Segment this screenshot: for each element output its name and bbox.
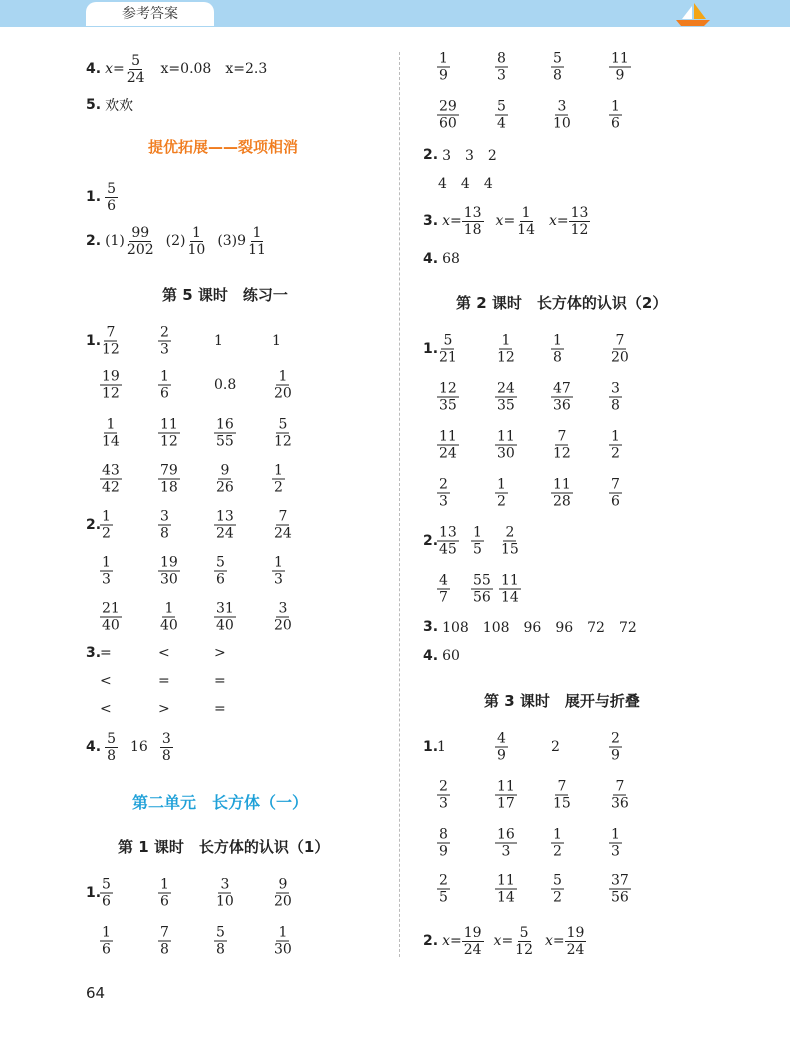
fraction: $\frac{37}{56}$ xyxy=(611,872,629,906)
fraction: $\frac{13}{24}$ xyxy=(216,508,234,542)
fraction: $\frac{5}{21}$ xyxy=(439,332,457,366)
fraction: $\frac{2}{3}$ xyxy=(439,476,448,510)
right-q2: 2. 3 3 2 xyxy=(423,147,497,164)
answer-row xyxy=(423,332,743,366)
column-divider xyxy=(399,52,400,957)
right-q4: 4. 68 xyxy=(423,251,460,267)
fraction: $\frac{11}{12}$ xyxy=(160,416,178,450)
answer-row xyxy=(423,826,743,860)
fraction: $\frac{9}{26}$ xyxy=(216,462,234,496)
fraction: $\frac{1}{14}$ xyxy=(102,416,120,450)
fraction: $\frac{2}{15}$ xyxy=(501,524,519,558)
answer-row xyxy=(86,462,406,496)
answer-value: = xyxy=(214,673,226,689)
fraction: $\frac{5}{24}$ xyxy=(126,52,145,86)
fraction: $\frac{3}{8}$ xyxy=(611,380,620,414)
question-number: 2. xyxy=(86,517,102,533)
fraction: $\frac{7}{15}$ xyxy=(553,778,571,812)
fraction: $\frac{3}{20}$ xyxy=(274,600,292,634)
answer-value: < xyxy=(100,701,112,717)
fraction: $\frac{1}{2}$ xyxy=(497,476,506,510)
fraction: $\frac{5}{12}$ xyxy=(274,416,292,450)
fraction: $\frac{31}{40}$ xyxy=(216,600,234,634)
fraction: $\frac{16}{3}$ xyxy=(497,826,515,860)
fraction: $\frac{29}{60}$ xyxy=(439,98,457,132)
answer-value: 2 xyxy=(551,739,560,755)
answer-row xyxy=(423,380,743,414)
answer-row xyxy=(86,324,406,358)
answer-row xyxy=(423,572,743,606)
fraction: $\frac{24}{35}$ xyxy=(497,380,515,414)
fraction: $\frac{1}{2}$ xyxy=(611,428,620,462)
fraction: $\frac{1}{20}$ xyxy=(274,368,292,402)
fraction: $\frac{7}{20}$ xyxy=(611,332,629,366)
answer-value: = xyxy=(158,673,170,689)
section-title-extension: 提优拓展——裂项相消 xyxy=(148,138,299,156)
question-number: 3. xyxy=(86,645,102,661)
fraction: $\frac{2}{9}$ xyxy=(611,730,620,764)
fraction: $\frac{1}{9}$ xyxy=(439,50,448,84)
fraction: $\frac{1}{12}$ xyxy=(497,332,515,366)
fraction: $\frac{13}{45}$ xyxy=(439,524,457,558)
fraction: $\frac{19}{12}$ xyxy=(102,368,120,402)
question-number: 1. xyxy=(423,739,439,755)
fraction: $\frac{2}{3}$ xyxy=(439,778,448,812)
fraction: $\frac{1}{8}$ xyxy=(553,332,562,366)
fraction: $\frac{1}{3}$ xyxy=(274,554,283,588)
answer-row xyxy=(86,554,406,588)
answer-key-tab: 参考答案 xyxy=(86,2,214,26)
answer-row xyxy=(423,50,743,84)
fraction: $\frac{7}{12}$ xyxy=(102,324,120,358)
fraction: $\frac{12}{35}$ xyxy=(439,380,457,414)
fraction: $\frac{1}{3}$ xyxy=(102,554,111,588)
fraction: $\frac{1}{6}$ xyxy=(611,98,620,132)
fraction: $\frac{79}{18}$ xyxy=(160,462,178,496)
fraction: $\frac{1}{40}$ xyxy=(160,600,178,634)
question-number: 1. xyxy=(86,885,102,901)
answer-row xyxy=(86,416,406,450)
answer-value: < xyxy=(158,645,170,661)
fraction: $\frac{16}{55}$ xyxy=(216,416,234,450)
question-number: 1. xyxy=(423,341,439,357)
answer-value: 1 xyxy=(272,333,281,349)
lesson-2-title: 第 2 课时 长方体的认识（2） xyxy=(456,294,668,312)
fraction: $\frac{8}{3}$ xyxy=(497,50,506,84)
page-number: 64 xyxy=(86,984,106,1002)
fraction: $\frac{3}{8}$ xyxy=(160,508,169,542)
extension-q1: 1. $\frac{5}{6}$ xyxy=(86,180,116,214)
fraction: $\frac{1}{6}$ xyxy=(160,876,169,910)
answer-row xyxy=(423,730,743,764)
fraction: $\frac{43}{42}$ xyxy=(102,462,120,496)
fraction: $\frac{9}{20}$ xyxy=(274,876,292,910)
fraction: $\frac{2}{5}$ xyxy=(439,872,448,906)
lesson-1-title: 第 1 课时 长方体的认识（1） xyxy=(118,838,330,856)
answer-row xyxy=(423,872,743,906)
fraction: $\frac{1}{6}$ xyxy=(102,924,111,958)
fraction: $\frac{19}{30}$ xyxy=(160,554,178,588)
fraction: $\frac{4}{7}$ xyxy=(439,572,448,606)
fraction: $\frac{7}{24}$ xyxy=(274,508,292,542)
fraction: $\frac{5}{8}$ xyxy=(216,924,225,958)
fraction: $\frac{5}{6}$ xyxy=(102,876,111,910)
fraction: $\frac{5}{4}$ xyxy=(497,98,506,132)
lesson-2-q3: 3. 108 108 96 96 72 72 xyxy=(423,619,637,636)
answer-value: = xyxy=(214,701,226,717)
answer-value: 1 xyxy=(214,333,223,349)
fraction: $\frac{1}{2}$ xyxy=(553,826,562,860)
fraction: $\frac{1}{5}$ xyxy=(473,524,482,558)
lesson-3-title: 第 3 课时 展开与折叠 xyxy=(484,692,640,710)
lesson-5-title: 第 5 课时 练习一 xyxy=(162,286,288,304)
right-q3: 3. x = $\frac{13}{18}$ x = $\frac{1}{14}$ x = $\frac{13}{12}$ xyxy=(423,204,589,238)
fraction: $\frac{7}{6}$ xyxy=(611,476,620,510)
lesson-5-q4: 4. $\frac{5}{8}$ 16 $\frac{3}{8}$ xyxy=(86,730,171,764)
answer-row xyxy=(423,778,743,812)
fraction: $\frac{1}{30}$ xyxy=(274,924,292,958)
fraction: $\frac{3}{10}$ xyxy=(216,876,234,910)
unit-2-title: 第二单元 长方体（一） xyxy=(132,793,309,812)
answer-row xyxy=(86,692,406,726)
question-number: 2. xyxy=(423,533,439,549)
sailboat-icon xyxy=(670,1,714,27)
answer-value: = xyxy=(100,645,112,661)
left-q4: 4. x = $\frac{5}{24}$ x=0.08 x=2.3 xyxy=(86,52,268,86)
answer-row xyxy=(86,600,406,634)
fraction: $\frac{3}{10}$ xyxy=(553,98,571,132)
fraction: $\frac{7}{12}$ xyxy=(553,428,571,462)
fraction: $\frac{11}{14}$ xyxy=(497,872,515,906)
answer-value: > xyxy=(214,645,226,661)
fraction: $\frac{5}{6}$ xyxy=(216,554,225,588)
lesson-3-q2: 2. x = $\frac{19}{24}$ x = $\frac{5}{12}$ x = $\frac{19}{24}$ xyxy=(423,924,585,958)
answer-row xyxy=(86,924,406,958)
fraction: $\frac{7}{8}$ xyxy=(160,924,169,958)
fraction: $\frac{11}{24}$ xyxy=(439,428,457,462)
answer-row xyxy=(86,508,406,542)
answer-value: > xyxy=(158,701,170,717)
answer-row xyxy=(423,476,743,510)
fraction: $\frac{4}{9}$ xyxy=(497,730,506,764)
answer-row xyxy=(423,98,743,132)
answer-row xyxy=(423,428,743,462)
fraction: $\frac{55}{56}$ xyxy=(473,572,491,606)
fraction: $\frac{11}{17}$ xyxy=(497,778,515,812)
fraction: $\frac{5}{8}$ xyxy=(553,50,562,84)
fraction: $\frac{47}{36}$ xyxy=(553,380,571,414)
fraction: $\frac{11}{14}$ xyxy=(501,572,519,606)
answer-row xyxy=(86,368,406,402)
fraction: $\frac{11}{9}$ xyxy=(611,50,629,84)
question-number: 1. xyxy=(86,333,102,349)
fraction: $\frac{5}{2}$ xyxy=(553,872,562,906)
fraction: $\frac{2}{3}$ xyxy=(160,324,169,358)
left-q5: 5. 欢欢 xyxy=(86,97,134,114)
fraction: $\frac{1}{2}$ xyxy=(102,508,111,542)
answer-row xyxy=(86,876,406,910)
fraction: $\frac{11}{28}$ xyxy=(553,476,571,510)
fraction: $\frac{11}{30}$ xyxy=(497,428,515,462)
fraction: $\frac{1}{2}$ xyxy=(274,462,283,496)
fraction: $\frac{8}{9}$ xyxy=(439,826,448,860)
lesson-2-q4: 4. 60 xyxy=(423,648,460,664)
answer-value: 0.8 xyxy=(214,377,237,393)
answer-row xyxy=(423,524,743,558)
extension-q2: 2. (1) $\frac{99}{202}$ (2) $\frac{1}{10}$ (3)9 $\frac{1}{11}$ xyxy=(86,224,266,258)
fraction: $\frac{1}{6}$ xyxy=(160,368,169,402)
fraction: $\frac{1}{3}$ xyxy=(611,826,620,860)
fraction: $\frac{21}{40}$ xyxy=(102,600,120,634)
answer-value: < xyxy=(100,673,112,689)
answer-value: 1 xyxy=(437,739,446,755)
right-q2-row2: 4 4 4 xyxy=(438,176,493,192)
fraction: $\frac{7}{36}$ xyxy=(611,778,629,812)
